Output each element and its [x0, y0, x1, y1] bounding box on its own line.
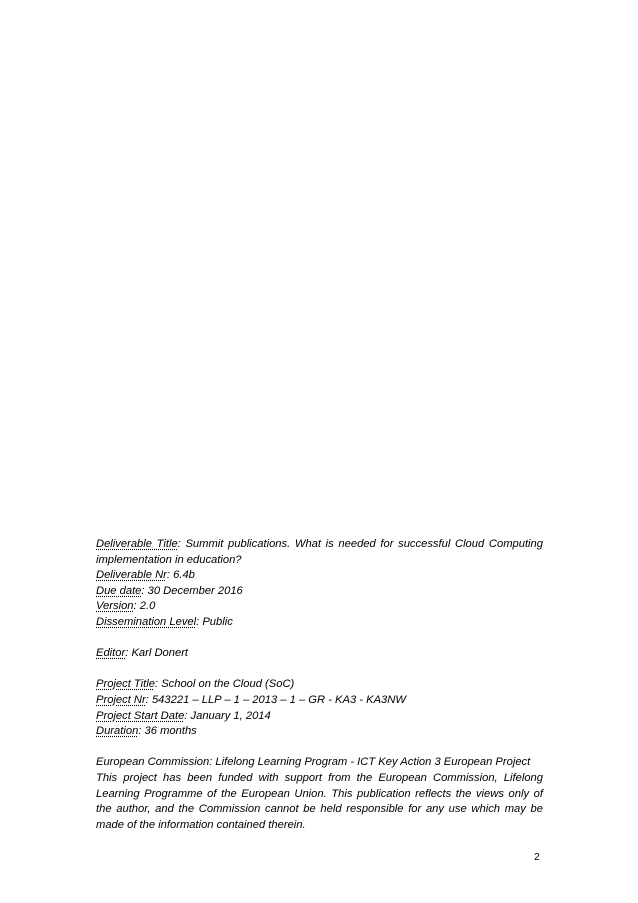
duration-value: 36 months [144, 725, 197, 738]
editor-value: Karl Donert [131, 647, 189, 660]
project-start-label: Project Start Date [96, 709, 185, 722]
metadata-block [96, 537, 543, 833]
funding-disclaimer: This project has been funded with support from the European Commission, Lifelong Learning Programme of the European Union. This publication reflects the views only of the author, and the Commission cannot be held responsible for any use which may be made of the information contained therein. [96, 771, 543, 831]
deliverable-title-label: Deliverable Title [96, 538, 178, 550]
project-title-label: Project Title [96, 678, 155, 691]
version-value: 2.0 [139, 600, 156, 613]
project-start-value: January 1, 2014 [190, 709, 271, 722]
version-label: Version [96, 600, 134, 613]
spacer [96, 631, 543, 647]
due-date-line: Due date: 30 December 2016 [96, 584, 243, 597]
project-title-line: Project Title: School on the Cloud (SoC) [96, 678, 295, 691]
spacer [96, 740, 543, 756]
project-title-value: School on the Cloud (SoC) [161, 678, 295, 691]
deliverable-title-value: Summit publications. What is needed for successful Cloud Computing implementation in education? [96, 538, 543, 566]
duration-line: Duration: 36 months [96, 725, 197, 738]
editor-label: Editor [96, 647, 126, 660]
deliverable-title-line: Deliverable Title: Summit publications. What is needed for successful Cloud Computing implementation in education? [96, 538, 543, 566]
deliverable-nr-line: Deliverable Nr: 6.4b [96, 569, 195, 582]
spacer [96, 662, 543, 678]
dissemination-label: Dissemination Level [96, 615, 197, 628]
page-number: 2 [534, 851, 540, 863]
dissemination-value: Public [202, 615, 233, 628]
deliverable-nr-value: 6.4b [173, 569, 195, 582]
project-nr-line: Project Nr: 543221 – LLP – 1 – 2013 – 1 – GR - KA3 - KA3NW [96, 693, 406, 706]
project-nr-label: Project Nr [96, 693, 146, 706]
dissemination-line: Dissemination Level: Public [96, 615, 233, 628]
due-date-value: 30 December 2016 [147, 584, 243, 597]
funding-program: European Commission: Lifelong Learning Program - ICT Key Action 3 European Project [96, 756, 531, 769]
project-nr-value: 543221 – LLP – 1 – 2013 – 1 – GR - KA3 - KA3NW [151, 693, 406, 706]
editor-line: Editor: Karl Donert [96, 647, 189, 660]
version-line: Version: 2.0 [96, 600, 156, 613]
deliverable-nr-label: Deliverable Nr [96, 569, 167, 582]
due-date-label: Due date [96, 584, 142, 597]
duration-label: Duration [96, 725, 139, 738]
project-start-line: Project Start Date: January 1, 2014 [96, 709, 271, 722]
